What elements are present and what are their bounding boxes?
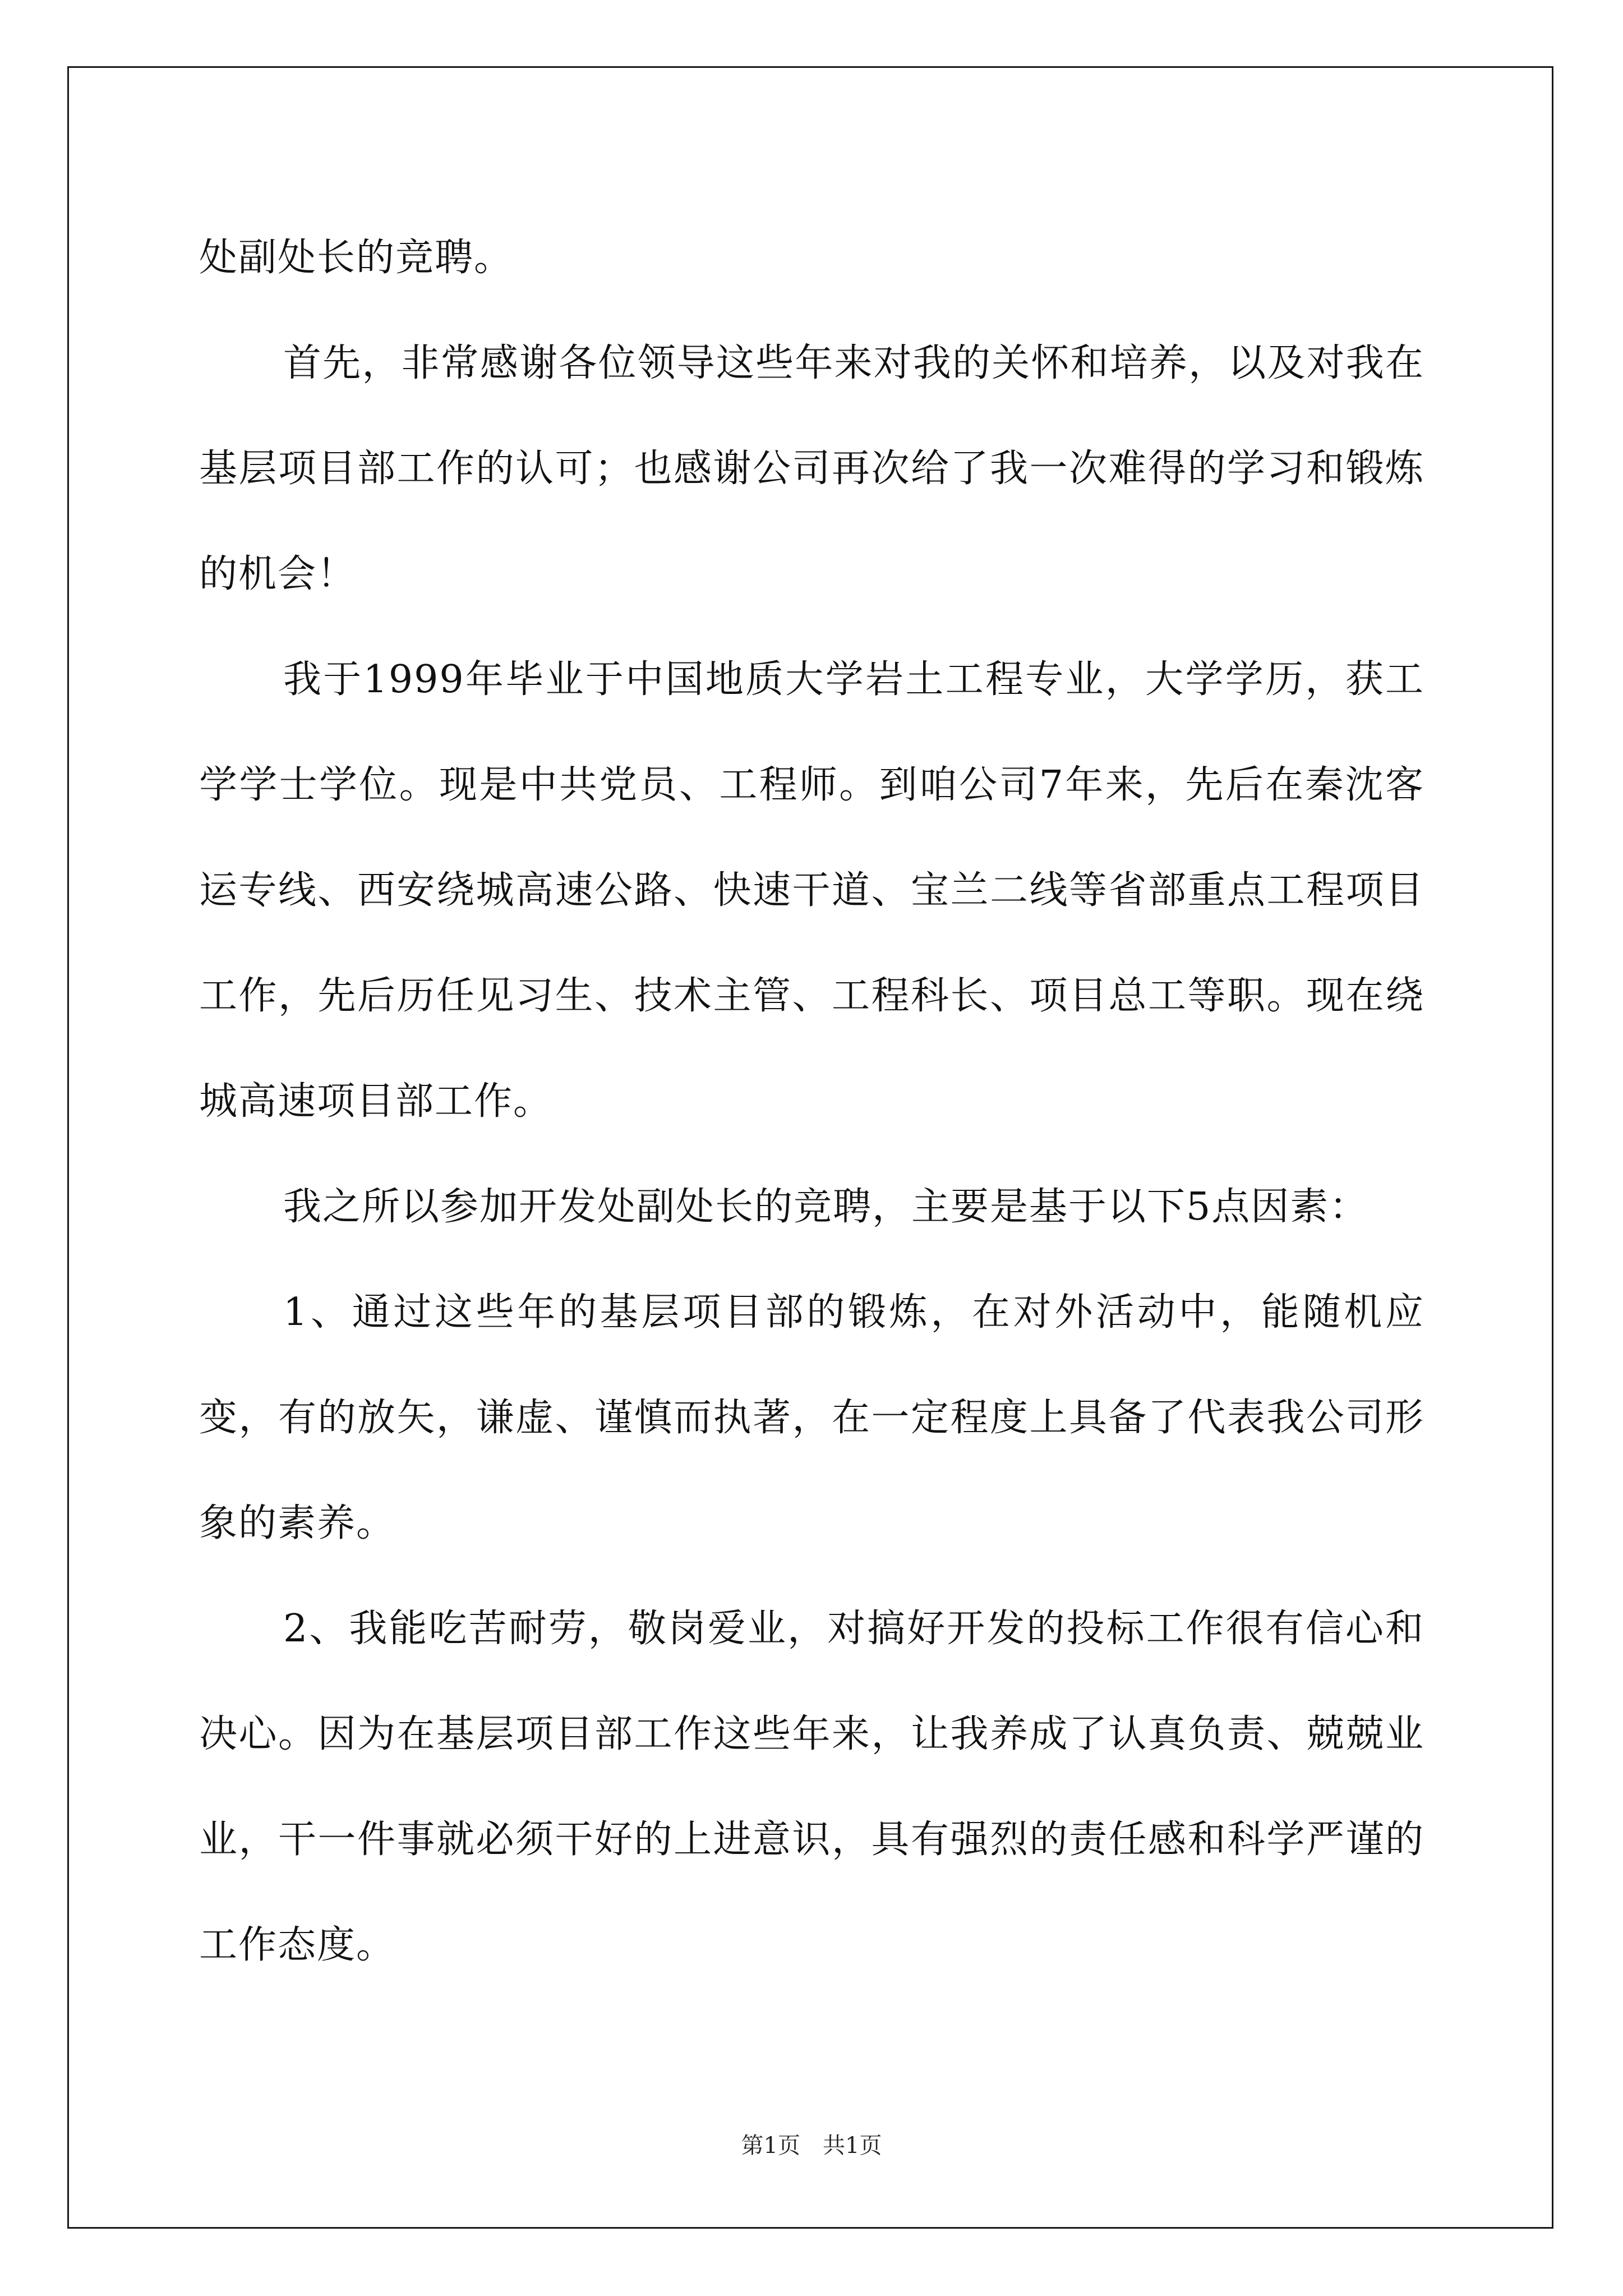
paragraph-4: 我之所以参加开发处副处长的竞聘，主要是基于以下5点因素： — [283, 1185, 1369, 1229]
paragraph-5: 1、通过这些年的基层项目部的锻炼，在对外活动中，能随机应变，有的放矢，谦虚、谨慎而执著，在一定程度上具备了代表我公司形象的素养。 — [199, 1290, 1424, 1545]
paragraph-2: 首先，非常感谢各位领导这些年来对我的关怀和培养，以及对我在基层项目部工作的认可；也感谢公司再次给了我一次难得的学习和锻炼的机会！ — [199, 341, 1424, 596]
page-footer — [0, 2129, 1623, 2162]
paragraph-1: 处副处长的竞聘。 — [199, 236, 514, 280]
page-number-total: 共1页 — [823, 2133, 882, 2159]
paragraph-6: 2、我能吃苦耐劳，敬岗爱业，对搞好开发的投标工作很有信心和决心。因为在基层项目部工作这些年来，让我养成了认真负责、兢兢业业，干一件事就必须干好的上进意识，具有强烈的责任感和科学严谨的工作态度。 — [199, 1607, 1424, 1967]
paragraph-3: 我于1999年毕业于中国地质大学岩土工程专业，大学学历，获工学学士学位。现是中共党员、工程师。到咱公司7年来，先后在秦沈客运专线、西安绕城高速公路、快速干道、宝兰二线等省部重点工程项目工作，先后历任见习生、技术主管、工程科长、项目总工等职。现在绕城高速项目部工作。 — [199, 657, 1424, 1124]
page-number-current: 第1页 — [741, 2133, 800, 2159]
document-body — [199, 205, 1424, 1998]
